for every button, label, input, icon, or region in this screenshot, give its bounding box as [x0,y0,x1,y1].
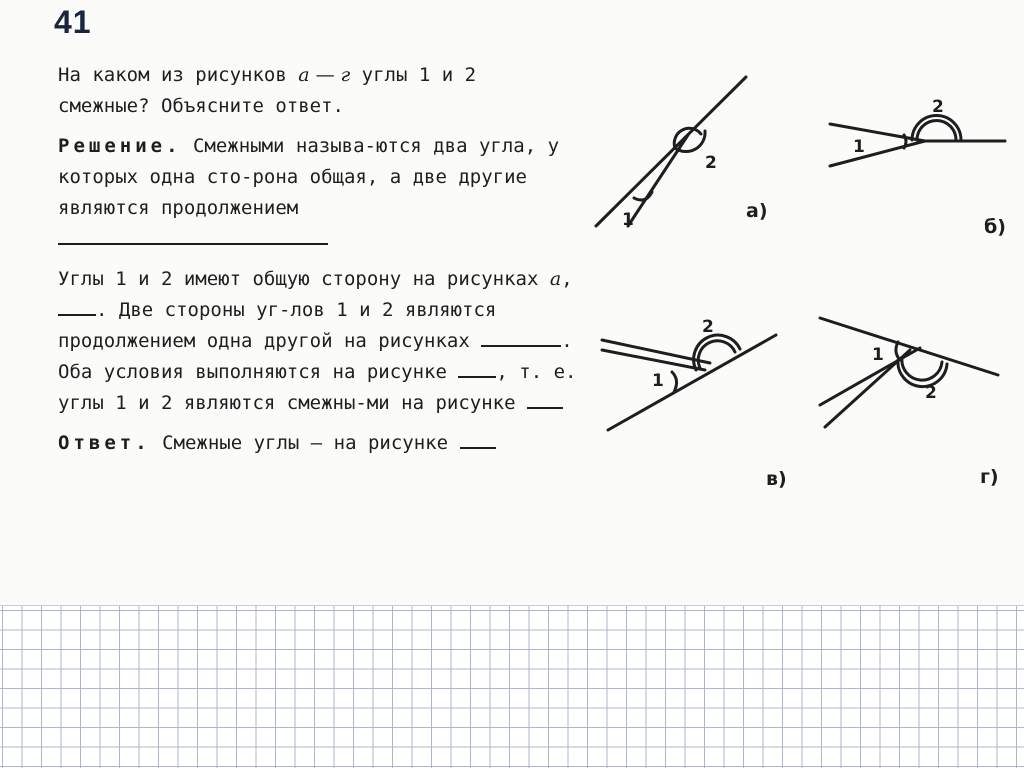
p2-text-2: , [561,268,573,290]
fig-a-angle-1: 1 [622,210,634,230]
fig-v-label: в) [766,468,787,490]
figure-a [596,77,746,226]
question [58,60,578,122]
solution [58,131,578,255]
fig-v-angle-1: 1 [652,371,664,391]
answer-blank-continuation[interactable] [58,225,328,245]
figures-svg [580,60,1020,540]
p2-text-4: . Оба условия выполняются на рисунке [58,330,573,383]
figure-range: а — г [298,64,351,86]
answer-blank-continuation-figs[interactable] [481,327,561,347]
task-number: 41 [54,4,92,40]
p2-text-3: . Две стороны уг-лов 1 и 2 являются продолжением одна другой на рисунках [58,299,497,352]
answer-text: Смежные углы — на рисунке [150,432,460,454]
task-text [58,60,578,468]
fig-a-label: а) [746,200,768,222]
fig-a-angle-2: 2 [705,153,717,173]
solution-label: Решение. [58,135,182,157]
question-text-end: углы 1 и 2 смежные? Объясните ответ. [58,64,477,117]
fig-g-angle-2: 2 [925,383,937,403]
figure-v [602,335,776,430]
p2-text-1: Углы 1 и 2 имеют общую сторону на рисунках [58,268,550,290]
paragraph-2 [58,264,578,419]
graph-paper-area[interactable] [0,605,1024,768]
p2-fig-a: а [549,268,562,290]
fig-g-angle-1: 1 [872,345,884,365]
answer-label: Ответ. [58,432,151,454]
figures [580,60,1020,540]
answer-blank-common-side[interactable] [58,296,96,316]
question-text: На каком из рисунков [58,64,299,86]
p2-text-5: , т. е. углы 1 и 2 являются смежны-ми на рисунке [58,361,577,414]
answer-blank-both[interactable] [458,358,496,378]
fig-b-angle-2: 2 [932,97,944,117]
solution-text: Смежными называ-ются два угла, у которых одна сто-рона общая, а две другие являются продолжением [58,135,560,219]
answer-blank-adjacent[interactable] [527,389,563,409]
figure-g [820,318,998,427]
fig-b-label: б) [984,216,1006,238]
fig-v-angle-2: 2 [702,317,714,337]
fig-g-label: г) [980,466,999,488]
fig-b-angle-1: 1 [853,137,865,157]
answer-blank-final[interactable] [460,429,496,449]
answer [58,428,578,459]
